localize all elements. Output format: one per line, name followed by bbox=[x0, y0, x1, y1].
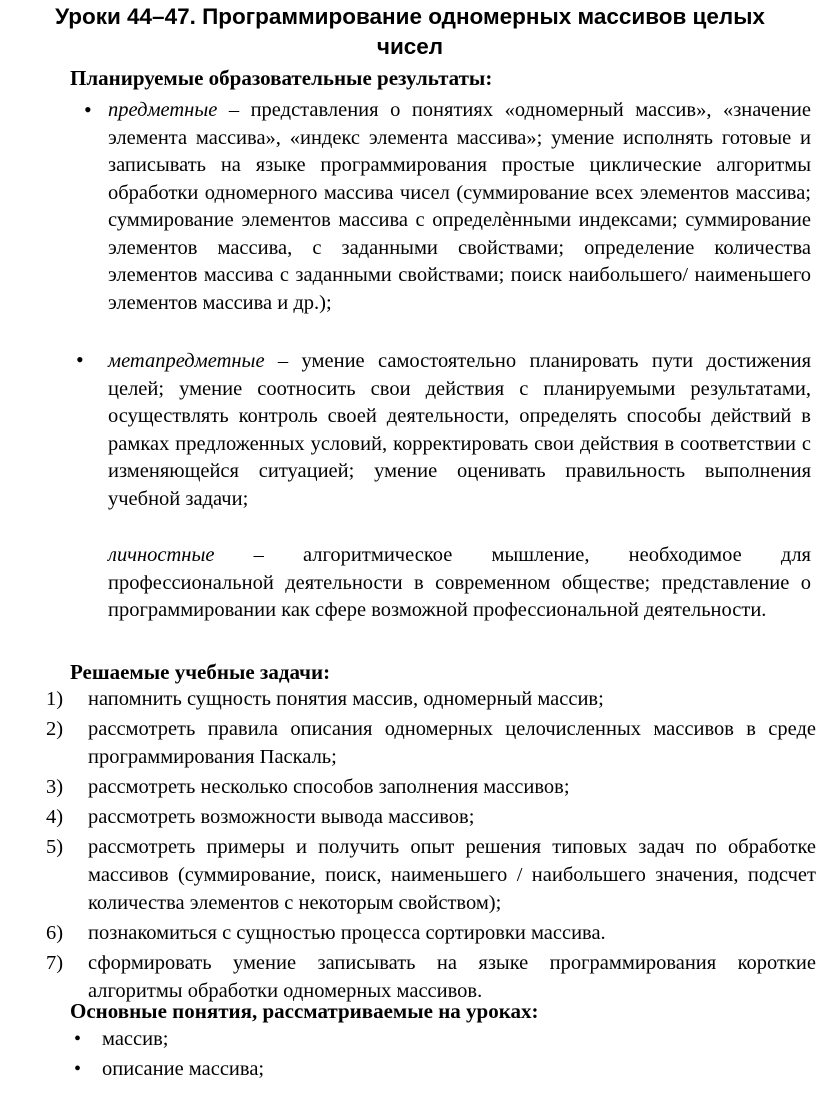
concepts-heading: Основные понятия, рассматриваемые на уроках: bbox=[70, 999, 539, 1023]
list-text: описание массива; bbox=[102, 1058, 265, 1080]
result-text: – алгоритмическое мышление, необходимое для профессиональной деятельности в современном обществе; представление о программировании как сфере возможной профессиональной деятельности. bbox=[108, 544, 811, 621]
list-text: рассмотреть правила описания одномерных целочисленных массивов в среде программирования Паскаль; bbox=[88, 718, 816, 768]
list-text: рассмотреть примеры и получить опыт решения типовых задач по обработке массивов (суммирование, поиск, наименьшего / наибольшего значения, подсчет количества элементов с некоторым свойством); bbox=[88, 836, 816, 914]
tasks-list bbox=[46, 685, 816, 1007]
list-item bbox=[46, 715, 816, 771]
page-title: Уроки 44–47. Программирование одномерных массивов целых чисел bbox=[55, 4, 765, 59]
result-text: – представления о понятиях «одномерный массив», «значение элемента массива», «индекс элемента массива»; умение исполнять готовые и записывать на языке программирования простые циклические алгоритмы обработки одномерного массива чисел (суммирование всех элементов массива; суммирование элементов массива с определѐнными индексами; суммирование элементов массива, с заданными свойствами; определение количества элементов массива с заданными свойствами; поиск наибольшего/ наименьшего элементов массива и др.); bbox=[108, 99, 811, 314]
list-number: 1) bbox=[46, 688, 64, 710]
list-item bbox=[46, 773, 816, 801]
results-heading: Планируемые образовательные результаты: bbox=[70, 66, 493, 90]
list-item bbox=[72, 1024, 772, 1054]
list-number: 2) bbox=[46, 718, 64, 740]
tasks-heading: Решаемые учебные задачи: bbox=[70, 660, 331, 684]
result-term: личностные bbox=[108, 544, 215, 566]
result-text: – умение самостоятельно планировать пути достижения целей; умение соотносить свои действия с планируемыми результатами, осуществлять контроль своей деятельности, определять способы действий в рамках предложенных условий, корректировать свои действия в соответствии с изменяющейся ситуацией; умение оценивать правильность выполнения учебной задачи; bbox=[108, 350, 811, 510]
concepts-list bbox=[72, 1024, 772, 1084]
bullet-icon: • bbox=[74, 1058, 82, 1080]
list-item bbox=[46, 833, 816, 917]
list-item bbox=[46, 919, 816, 947]
bullet-icon: • bbox=[76, 347, 84, 372]
list-number: 6) bbox=[46, 922, 64, 944]
list-number: 4) bbox=[46, 806, 64, 828]
list-item bbox=[72, 1054, 772, 1084]
list-item bbox=[46, 803, 816, 831]
bullet-icon: • bbox=[84, 97, 92, 122]
result-metasubject bbox=[108, 348, 811, 513]
list-text: сформировать умение записывать на языке программирования короткие алгоритмы обработки одномерных массивов. bbox=[88, 952, 816, 1002]
list-number: 5) bbox=[46, 836, 64, 858]
result-term: метапредметные bbox=[108, 350, 265, 372]
list-text: напомнить сущность понятия массив, одномерный массив; bbox=[88, 688, 604, 710]
list-item bbox=[46, 685, 816, 713]
list-text: рассмотреть возможности вывода массивов; bbox=[88, 806, 475, 828]
list-text: познакомиться с сущностью процесса сортировки массива. bbox=[88, 922, 606, 944]
result-term: предметные bbox=[108, 99, 218, 121]
result-subject bbox=[108, 97, 811, 317]
result-personal bbox=[108, 542, 811, 625]
list-text: рассмотреть несколько способов заполнения массивов; bbox=[88, 776, 570, 798]
list-text: массив; bbox=[102, 1028, 169, 1050]
list-number: 3) bbox=[46, 776, 64, 798]
list-number: 7) bbox=[46, 952, 64, 974]
bullet-icon: • bbox=[74, 1028, 82, 1050]
